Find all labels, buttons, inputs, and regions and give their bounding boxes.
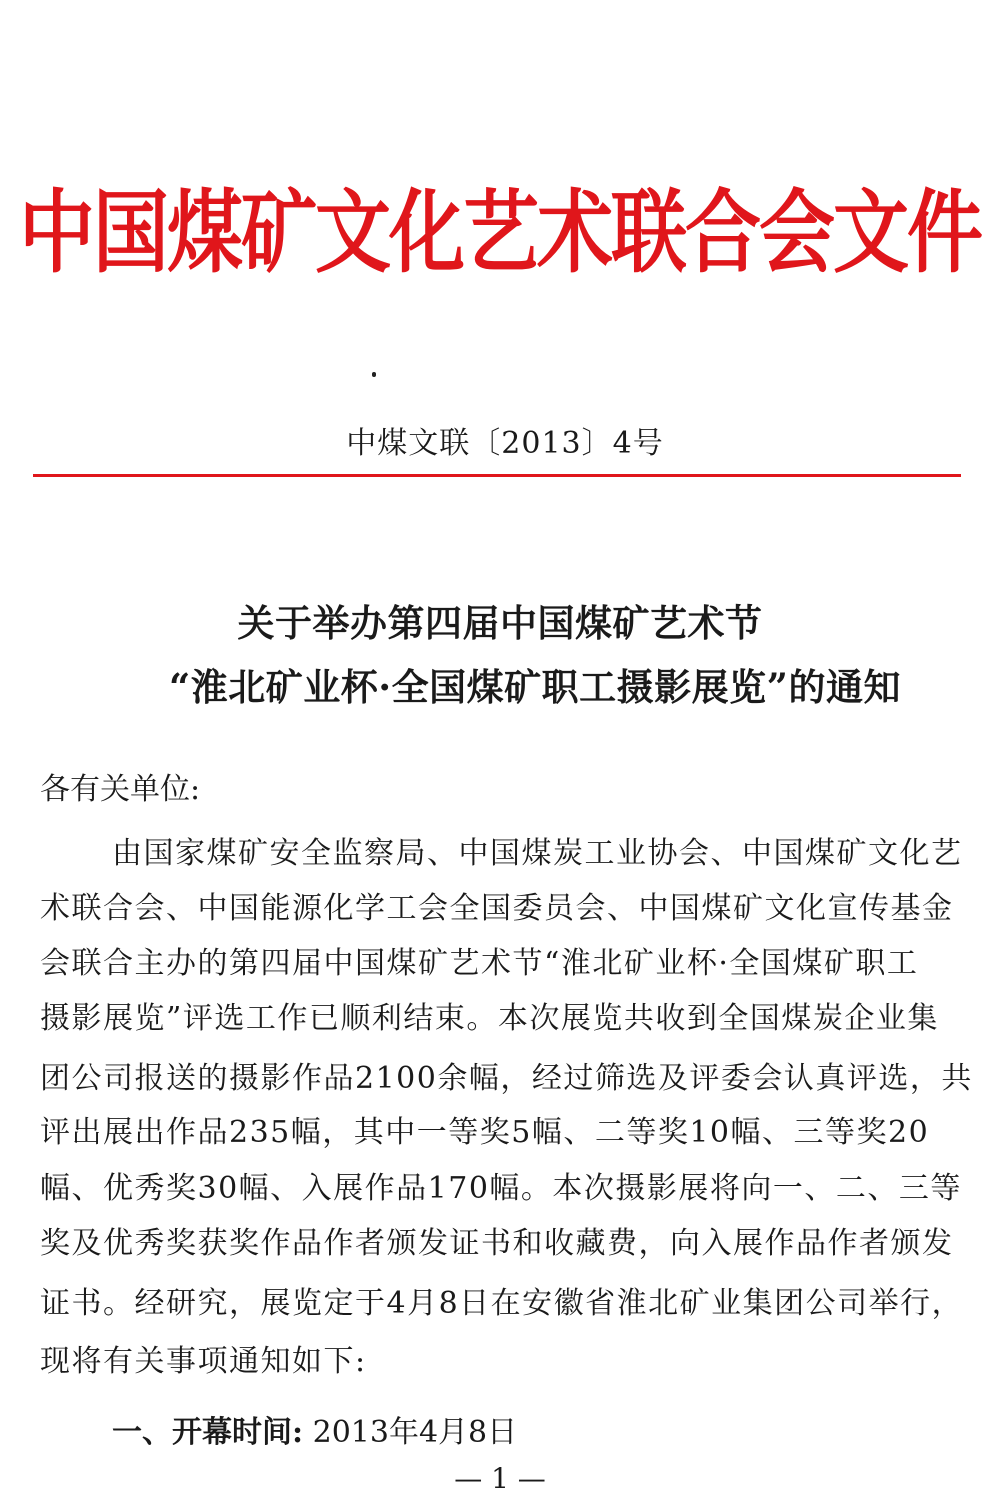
issuer-header-title: 中国煤矿文化艺术联合会文件: [19, 179, 981, 285]
paragraph-line: 现将有关事项通知如下:: [40, 1344, 367, 1379]
paragraph-line: 由国家煤矿安全监察局、中国煤炭工业协会、中国煤矿文化艺: [112, 836, 963, 871]
section-one-label: 一、开幕时间:: [112, 1415, 304, 1450]
stray-dot: [372, 372, 376, 377]
salutation: 各有关单位:: [40, 772, 201, 807]
notice-title-line-1: 关于举办第四届中国煤矿艺术节: [237, 601, 763, 645]
section-one-value: 2013年4月8日: [312, 1415, 518, 1450]
paragraph-line: 摄影展览”评选工作已顺利结束。本次展览共收到全国煤炭企业集: [40, 1001, 939, 1036]
page-number: — 1 —: [454, 1462, 546, 1495]
paragraph-line: 团公司报送的摄影作品2100余幅，经过筛选及评委会认真评选，共: [40, 1061, 973, 1096]
paragraph-line: 证书。经研究，展览定于4月8日在安徽省淮北矿业集团公司举行，: [40, 1286, 964, 1321]
paragraph-line: 评出展出作品235幅，其中一等奖5幅、二等奖10幅、三等奖20: [40, 1115, 930, 1150]
paragraph-line: 奖及优秀奖获奖作品作者颁发证书和收藏费，向入展作品作者颁发: [40, 1226, 954, 1261]
red-divider-line: [33, 474, 961, 477]
paragraph-line: 会联合主办的第四届中国煤矿艺术节“淮北矿业杯·全国煤矿职工: [40, 946, 919, 981]
document-number: 中煤文联〔2013〕4号: [346, 426, 664, 461]
paragraph-line: 术联合会、中国能源化学工会全国委员会、中国煤矿文化宣传基金: [40, 891, 954, 926]
notice-title-line-2: “淮北矿业杯·全国煤矿职工摄影展览”的通知: [169, 665, 901, 709]
section-one-opening-time: [112, 1413, 1000, 1453]
paragraph-line: 幅、优秀奖30幅、入展作品170幅。本次摄影展将向一、二、三等: [40, 1171, 962, 1206]
